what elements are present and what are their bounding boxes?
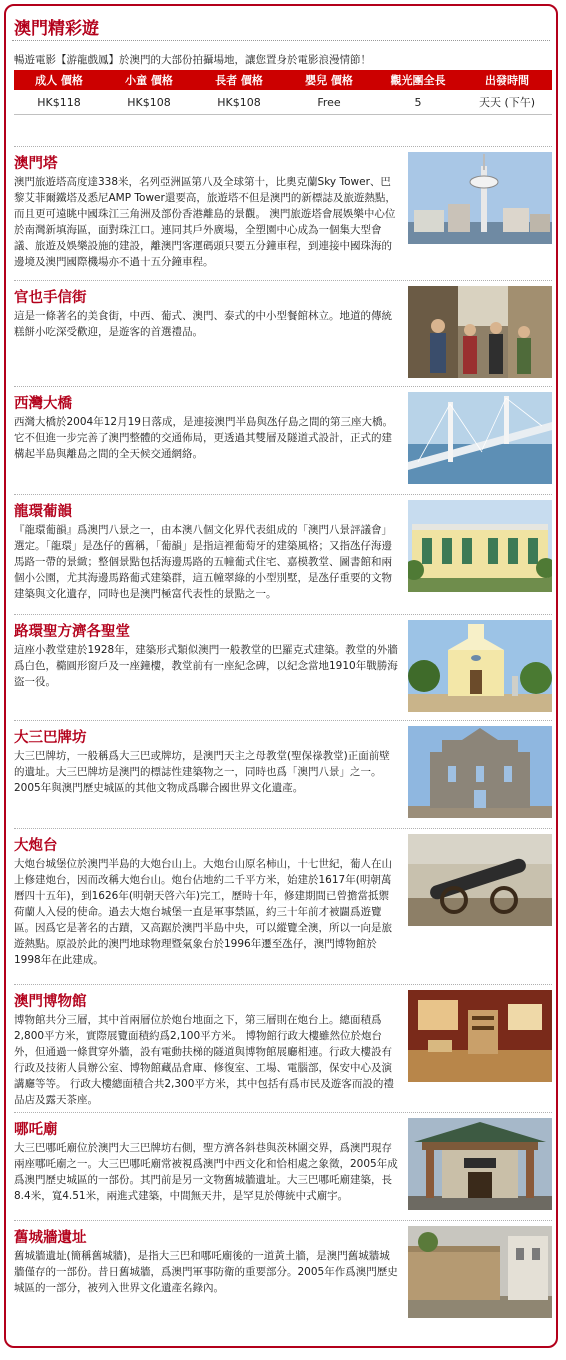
child-price: HK$108 — [104, 90, 194, 115]
portuguese-villas-photo — [408, 500, 552, 592]
attraction-description: 澳門旅遊塔高度達338米，名列亞洲區第八及全球第十，比奧克蘭Sky Tower、巴黎艾菲爾鐵塔及悉尼AMP Tower還要高，旅遊塔不但是澳門的新標誌及旅遊熱點，而且更可遠眺中國珠江三角洲及部份香港離島的景觀。 澳門旅遊塔會展娛樂中心位於南灣新填海區，面對珠江口。連同其戶外廣場，全塑園中心成為一個集大型會議、旅遊及娛樂設施的建設，離澳門客運碼頭只要五分鐘車程，到連接中國珠海的邊境及澳門國際機場亦不過十五分鐘車程。 — [14, 176, 396, 268]
header-adult-price: 成人 價格 — [14, 70, 104, 90]
attraction-description: 這是一條著名的美食街，中西、葡式、澳門、泰式的中小型餐館林立。地道的傳統糕餅小吃深受歡迎，是遊客的首選禮品。 — [14, 310, 392, 338]
chapel-photo — [408, 620, 552, 712]
header-departure-time: 出發時間 — [462, 70, 552, 90]
adult-price: HK$118 — [14, 90, 104, 115]
price-header-row — [14, 70, 552, 90]
attraction-monte-fort — [14, 828, 552, 982]
tour-length: 5 — [374, 90, 462, 115]
header-infant-price: 嬰兒 價格 — [284, 70, 374, 90]
attraction-description: 西灣大橋於2004年12月19日落成，是連接澳門半島與氹仔島之間的第三座大橋。它不但進一步完善了澳門整體的交通佈局，更透過其雙層及隧道式設計，正式的建構起半島與離島之間的全天候交通網絡。 — [14, 416, 393, 460]
section-divider — [14, 280, 552, 281]
attraction-title: 西灣大橋 — [14, 396, 72, 412]
attraction-food-street — [14, 280, 552, 384]
museum-photo — [408, 990, 552, 1082]
attraction-title: 官也手信街 — [14, 290, 87, 306]
header-child-price: 小童 價格 — [104, 70, 194, 90]
food-street-photo — [408, 286, 552, 378]
attraction-taipa-houses — [14, 494, 552, 612]
attraction-macau-museum — [14, 984, 552, 1110]
section-divider — [14, 1220, 552, 1221]
attraction-sai-van-bridge — [14, 386, 552, 492]
section-divider — [14, 720, 552, 721]
attraction-st-francis-chapel — [14, 614, 552, 718]
attraction-title: 舊城牆遺址 — [14, 1230, 87, 1246]
attraction-description: 大炮台城堡位於澳門半島的大炮台山上。大炮台山原名柿山，十七世紀，葡人在山上修建炮台，因而改稱大炮台山。炮台佔地約二千平方米，始建於1617年(明朝萬曆四十五年)，到1626年(明朝天啓六年)完工，歷時十年，修建期間已曾擔當抵禦荷蘭人入侵的使命。過去大炮台城堡一直是軍事禁區，約三十年前才被闢爲遊覽區。因爲它是著名的古蹟，又高踞於澳門半島中央，可以縱覽全澳，所以一向是旅遊熱點。原設於此的澳門地球物理暨氣象台於1996年遷至氹仔，澳門博物館於1998年在此建成。 — [14, 858, 392, 966]
section-divider — [14, 828, 552, 829]
section-divider — [14, 614, 552, 615]
ruins-st-paul-photo — [408, 726, 552, 818]
attraction-title: 大三巴牌坊 — [14, 730, 87, 746]
intro-text: 暢遊電影【游龍戲鳳】於澳門的大部份拍攝場地，讓您置身於電影浪漫情節！ — [14, 54, 371, 66]
cannon-photo — [408, 834, 552, 926]
attraction-description: 舊城牆遺址(簡稱舊城牆)，是指大三巴和哪吒廟後的一道黃土牆，是澳門舊城牆城牆僅存的一部份。昔日舊城牆，爲澳門軍事防衛的重要部分。2005年作爲澳門歷史城區的一部分，被列入世界文化遺產名錄內。 — [14, 1250, 398, 1294]
attraction-title: 澳門塔 — [14, 156, 58, 172]
price-table — [14, 70, 552, 115]
attraction-macau-tower — [14, 146, 552, 278]
section-divider — [14, 494, 552, 495]
departure-time: 天天 (下午) — [462, 90, 552, 115]
attraction-description: 這座小教堂建於1928年，建築形式類似澳門一般教堂的巴羅克式建築。教堂的外牆爲白色，橢圓形窗戶及一座鐘樓，教堂前有一座紀念碑，以紀念當地1910年戰勝海盜一役。 — [14, 644, 398, 688]
attraction-old-city-walls — [14, 1220, 552, 1330]
attraction-title: 龍環葡韻 — [14, 504, 72, 520]
old-city-walls-photo — [408, 1226, 552, 1318]
title-divider — [12, 40, 550, 41]
bridge-photo — [408, 392, 552, 484]
infant-price: Free — [284, 90, 374, 115]
senior-price: HK$108 — [194, 90, 284, 115]
header-tour-length: 觀光團全長 — [374, 70, 462, 90]
attraction-description: 『龍環葡韻』爲澳門八景之一，由本澳八個文化界代表組成的「澳門八景評議會」選定。「龍環」是氹仔的舊稱，「葡韻」是指這裡葡萄牙的建築風格；又指氹仔海邊馬路一帶的景緻；整個景點包括海邊馬路的五幢葡式住宅、嘉模教堂、圖書館和兩個小公園，尤其海邊馬路葡式建築群，這五幢翠綠的小型別墅，是氹仔重要的文物建築與文化遺存，同時也是澳門極富代表性的景點之一。 — [14, 524, 392, 600]
attraction-ruins-st-paul — [14, 720, 552, 826]
header-senior-price: 長者 價格 — [194, 70, 284, 90]
section-divider — [14, 1112, 552, 1113]
attraction-title: 路環聖方濟各聖堂 — [14, 624, 130, 640]
attraction-title: 澳門博物館 — [14, 994, 87, 1010]
attraction-na-tcha-temple — [14, 1112, 552, 1218]
section-divider — [14, 386, 552, 387]
macau-tower-photo — [408, 152, 552, 244]
attraction-title: 哪吒廟 — [14, 1122, 58, 1138]
attraction-title: 大炮台 — [14, 838, 58, 854]
price-value-row — [14, 90, 552, 115]
attraction-description: 大三巴牌坊，一般稱爲大三巴或牌坊，是澳門天主之母教堂(聖保祿教堂)正面前壁的遺址。大三巴牌坊是澳門的標誌性建築物之一，同時也爲「澳門八景」之一。2005年與澳門歷史城區的其他文物成爲聯合國世界文化遺產。 — [14, 750, 390, 794]
page-title: 澳門精彩遊 — [14, 19, 99, 39]
attraction-description: 博物館共分三層，其中首兩層位於炮台地面之下，第三層則在炮台上。總面積爲2,800平方米，實際展覽面積約爲2,100平方米。 博物館行政大樓雖然位於炮台外，但通過一條貫穿外牆，設有電動扶梯的隧道與博物館展廳相連。行政大樓設有行政及技術人員辦公室、博物館藏品倉庫、修復室、工場、電腦部，保安中心及演講廳等等。 行政大樓總面積合共2,300平方米，其中包括有爲市民及遊客而設的禮品店及露天茶座。 — [14, 1014, 394, 1106]
section-divider — [14, 984, 552, 985]
attraction-description: 大三巴哪吒廟位於澳門大三巴牌坊右側，聖方濟各斜巷與茨林圍交界，爲澳門現存兩座哪吒廟之一。大三巴哪吒廟常被視爲澳門中西文化和恰相處之象徵，2005年成爲澳門歷史城區的一部份。其門前是另一文物舊城牆遺址。大三巴哪吒廟建築，長8.4米，寬4.51米，兩進式建築，中間無天井，是罕見於傳統中式廟宇。 — [14, 1142, 398, 1202]
na-tcha-temple-photo — [408, 1118, 552, 1210]
section-divider — [14, 146, 552, 147]
